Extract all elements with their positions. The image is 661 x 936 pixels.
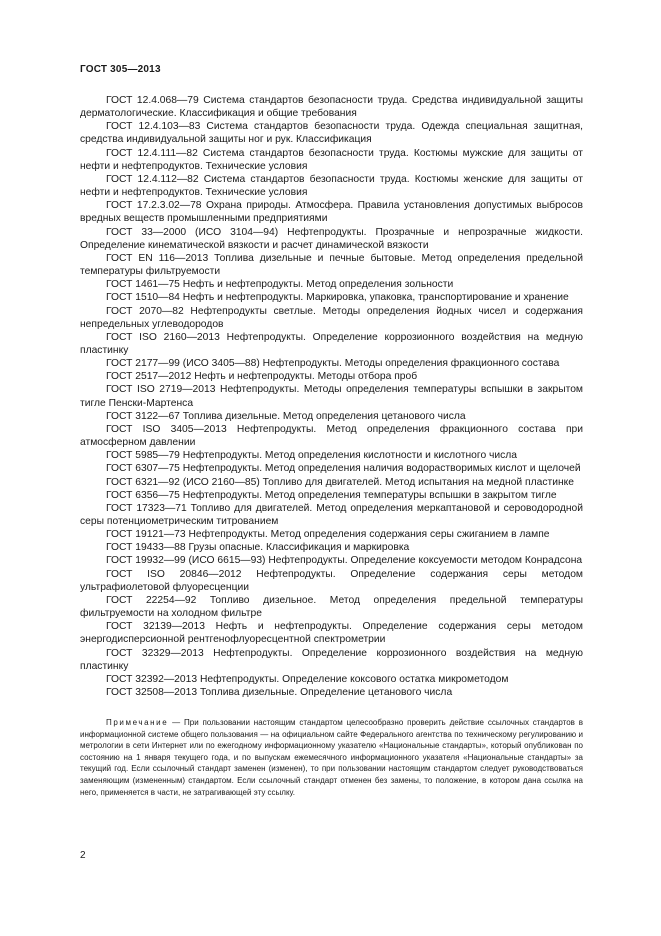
reference-item: ГОСТ 2070—82 Нефтепродукты светлые. Методы определения йодных чисел и содержания непредельных углеводородов [80, 305, 583, 330]
reference-item: ГОСТ 12.4.111—82 Система стандартов безопасности труда. Костюмы мужские для защиты от нефти и нефтепродуктов. Технические условия [80, 147, 583, 172]
reference-item: ГОСТ 32508—2013 Топлива дизельные. Определение цетанового числа [106, 687, 453, 699]
note-text: — При пользовании настоящим стандартом целесообразно проверить действие ссылочных стандартов в информационной системе общего пользования — на официальном сайте Федерального агентства по техническому регулированию и метрологии в сети Интернет или по ежегодному информационному указателю «Национальные стандарты», который опубликован по состоянию на 1 января текущего года, и по выпускам ежемесячного информационного указателя «Национальные стандарты» за текущий год. Если ссылочный стандарт заменен (изменен), то при пользовании настоящим стандартом следует руководствоваться заменяющим (измененным) стандартом. Если ссылочный стандарт отменен без замены, то положение, в котором дана ссылка на него, применяется в части, не затрагивающей эту ссылку. [80, 718, 583, 797]
reference-item: ГОСТ 19433—88 Грузы опасные. Классификация и маркировка [106, 542, 410, 554]
reference-item: ГОСТ 12.4.068—79 Система стандартов безопасности труда. Средства индивидуальной защиты дерматологические. Классификация и общие требования [80, 95, 583, 120]
reference-item: ГОСТ 3122—67 Топлива дизельные. Метод определения цетанового числа [106, 410, 466, 422]
reference-item: ГОСТ 6356—75 Нефтепродукты. Метод определения температуры вспышки в закрытом тигле [106, 489, 557, 501]
normative-references-list [80, 94, 583, 699]
reference-item: ГОСТ 32392—2013 Нефтепродукты. Определение коксового остатка микрометодом [106, 673, 509, 685]
reference-item: ГОСТ ISO 2719—2013 Нефтепродукты. Методы определения температуры вспышки в закрытом тигле Пенски-Мартенса [80, 384, 583, 409]
reference-item: ГОСТ 19932—99 (ИСО 6615—93) Нефтепродукты. Определение коксуемости методом Конрадсона [106, 555, 583, 567]
reference-item: ГОСТ 19121—73 Нефтепродукты. Метод определения содержания серы сжиганием в лампе [106, 529, 550, 541]
reference-item: ГОСТ 5985—79 Нефтепродукты. Метод определения кислотности и кислотного числа [106, 450, 518, 462]
reference-item: ГОСТ 32329—2013 Нефтепродукты. Определение коррозионного воздействия на медную пластинку [80, 647, 583, 672]
reference-item: ГОСТ 6307—75 Нефтепродукты. Метод определения наличия водорастворимых кислот и щелочей [106, 463, 581, 475]
document-header: ГОСТ 305—2013 [80, 64, 161, 75]
reference-item: ГОСТ 22254—92 Топливо дизельное. Метод определения предельной температуры фильтруемости на холодном фильтре [80, 594, 583, 620]
reference-item: ГОСТ EN 116—2013 Топлива дизельные и печные бытовые. Метод определения предельной температуры фильтруемости [80, 252, 583, 278]
reference-item: ГОСТ 12.4.103—83 Система стандартов безопасности труда. Одежда специальная защитная, средства индивидуальной защиты ног и рук. Классификация [80, 121, 583, 146]
reference-item: ГОСТ 33—2000 (ИСО 3104—94) Нефтепродукты. Прозрачные и непрозрачные жидкости. Определение кинематической вязкости и расчет динамической вязкости [80, 226, 583, 251]
reference-item: ГОСТ 1510—84 Нефть и нефтепродукты. Маркировка, упаковка, транспортирование и хранение [106, 292, 569, 304]
reference-item: ГОСТ 1461—75 Нефть и нефтепродукты. Метод определения зольности [106, 279, 454, 291]
reference-item: ГОСТ 2517—2012 Нефть и нефтепродукты. Методы отбора проб [106, 371, 418, 383]
reference-item: ГОСТ 2177—99 (ИСО 3405—88) Нефтепродукты. Методы определения фракционного состава [106, 358, 560, 370]
note-paragraph [80, 717, 583, 798]
reference-item: ГОСТ 17.2.3.02—78 Охрана природы. Атмосфера. Правила установления допустимых выбросов вредных веществ промышленными предприятиями [80, 200, 583, 225]
reference-item: ГОСТ ISO 3405—2013 Нефтепродукты. Метод определения фракционного состава при атмосферном давлении [80, 423, 583, 449]
reference-item: ГОСТ 32139—2013 Нефть и нефтепродукты. Определение содержания серы методом энергодисперсионной рентгенофлуоресцентной спектрометрии [80, 621, 583, 646]
reference-item: ГОСТ 12.4.112—82 Система стандартов безопасности труда. Костюмы женские для защиты от нефти и нефтепродуктов. Технические условия [80, 173, 583, 199]
reference-item: ГОСТ ISO 2160—2013 Нефтепродукты. Определение коррозионного воздействия на медную пластинку [80, 331, 583, 356]
reference-item: ГОСТ 6321—92 (ИСО 2160—85) Топливо для двигателей. Метод испытания на медной пластинке [106, 476, 574, 488]
page-number: 2 [80, 850, 86, 861]
note-label: Примечание [106, 718, 169, 727]
reference-item: ГОСТ 17323—71 Топливо для двигателей. Метод определения меркаптановой и сероводородной серы потенциометрическим титрованием [80, 502, 583, 527]
reference-item: ГОСТ ISO 20846—2012 Нефтепродукты. Определение содержания серы методом ультрафиолетовой флуоресценции [80, 568, 583, 593]
